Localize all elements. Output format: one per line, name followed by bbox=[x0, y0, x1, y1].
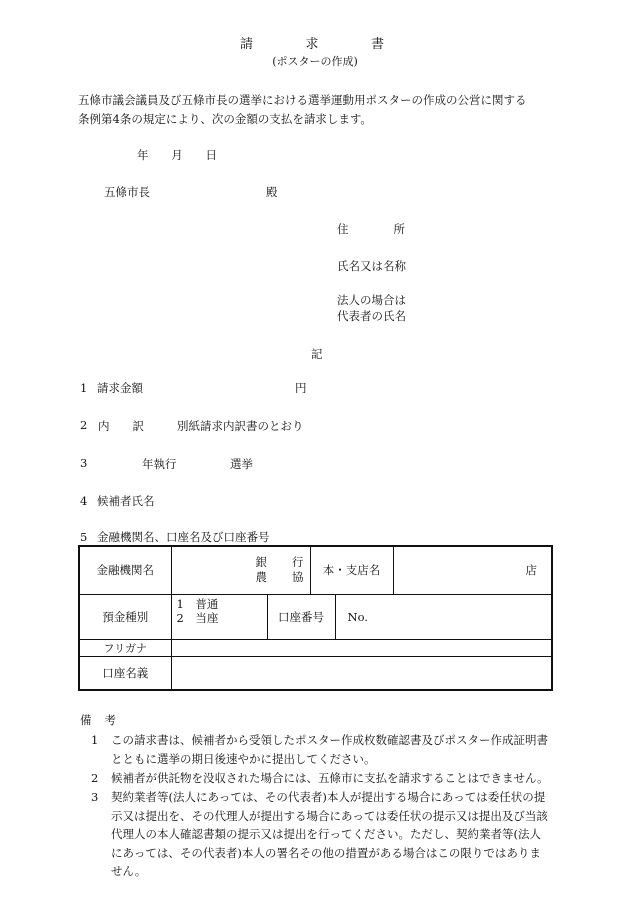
institution-type-cell[interactable] bbox=[171, 546, 310, 594]
account-number-label-cell: 口座番号 bbox=[267, 594, 335, 639]
date-day-label: 日 bbox=[205, 148, 217, 162]
item-number: 4 bbox=[80, 494, 88, 508]
item-number: 5 bbox=[80, 530, 88, 544]
kyokai-suffix: 農 協 bbox=[255, 570, 304, 585]
item-claim-amount bbox=[80, 380, 143, 396]
item-bank-info bbox=[80, 529, 270, 545]
furigana-value-cell[interactable] bbox=[171, 639, 552, 656]
document-subtitle: (ポスターの作成) bbox=[272, 55, 358, 68]
breakdown-char: 内 bbox=[98, 419, 110, 433]
note-number: 2 bbox=[91, 771, 99, 785]
branch-suffix: 店 bbox=[525, 563, 538, 578]
account-name-value-cell[interactable] bbox=[171, 656, 552, 690]
item-number: 3 bbox=[80, 456, 88, 470]
notes-char: 備 bbox=[80, 713, 92, 727]
note-text: この請求書は、候補者から受領したポスター作成枚数確認書及びポスター作成証明書とともに選挙の期日後速やかに提出してください。 bbox=[111, 733, 548, 766]
note-2 bbox=[91, 769, 551, 788]
date-year-label: 年 bbox=[137, 148, 149, 162]
note-number: 1 bbox=[91, 733, 99, 747]
title-char: 求 bbox=[305, 37, 319, 52]
item-breakdown-number bbox=[80, 418, 97, 432]
title-char: 請 bbox=[240, 37, 254, 52]
item-number: 2 bbox=[80, 418, 88, 432]
intro-line: 条例第4条の規定により、次の金額の支払を請求します。 bbox=[78, 112, 372, 126]
branch-label-cell: 本・支店名 bbox=[310, 546, 393, 594]
note-number: 3 bbox=[91, 790, 99, 804]
note-text: 契約業者等(法人にあっては、その代表者)本人が提出する場合にあっては委任状の提示又は提出を、その代理人が提出する場合にあっては委任状の提示又は提出及び当該代理人の本人確認書類の提示又は提出を行ってください。ただし、契約業者等(法人にあっては、その代表者)本人の署名その他の措置がある場合はこの限りではありません。 bbox=[111, 790, 548, 878]
institution-label-cell: 金融機関名 bbox=[79, 546, 171, 594]
deposit-type-options-cell[interactable] bbox=[171, 594, 267, 639]
deposit-option-current: 2 当座 bbox=[176, 610, 219, 625]
bank-account-table bbox=[78, 545, 553, 691]
addressee-honorific: 殿 bbox=[266, 185, 278, 199]
claimant-name-label: 氏名又は名称 bbox=[337, 259, 406, 273]
bank-suffix: 銀 行 bbox=[255, 555, 304, 570]
intro-line: 五條市議会議員及び五條市長の選挙における選挙運動用ポスターの作成の公営に関する bbox=[78, 93, 527, 107]
account-no-prefix: No. bbox=[347, 609, 368, 624]
document-title bbox=[240, 33, 384, 52]
address-char: 所 bbox=[393, 222, 405, 236]
note-3 bbox=[91, 788, 551, 881]
note-text: 候補者が供託物を没収された場合には、五條市に支払を請求することはできません。 bbox=[111, 771, 549, 785]
item-election-number bbox=[80, 456, 97, 470]
intro-paragraph bbox=[78, 91, 527, 129]
account-number-value-cell[interactable] bbox=[335, 594, 552, 639]
claimant-corp-label bbox=[337, 292, 406, 324]
addressee-mayor: 五條市長 bbox=[104, 185, 150, 199]
item-number: 1 bbox=[80, 381, 88, 395]
item-election-year-text: 年執行 bbox=[142, 457, 177, 471]
corp-line: 代表者の氏名 bbox=[337, 309, 406, 323]
account-name-label-cell: 口座名義 bbox=[79, 656, 171, 690]
furigana-label-cell: フリガナ bbox=[79, 639, 171, 656]
notes-char: 考 bbox=[104, 713, 116, 727]
branch-value-cell[interactable] bbox=[393, 546, 552, 594]
deposit-type-label-cell: 預金種別 bbox=[79, 594, 171, 639]
yen-unit: 円 bbox=[295, 381, 307, 395]
deposit-option-ordinary: 1 普通 bbox=[176, 596, 219, 611]
item-breakdown-text: 別紙請求内訳書のとおり bbox=[177, 419, 304, 433]
item-label: 金融機関名、口座名及び口座番号 bbox=[97, 530, 270, 544]
title-char: 書 bbox=[370, 37, 384, 52]
item-candidate-name bbox=[80, 493, 155, 509]
corp-line: 法人の場合は bbox=[337, 293, 406, 307]
breakdown-char: 訳 bbox=[132, 419, 144, 433]
ki-heading: 記 bbox=[311, 347, 323, 361]
notes-heading bbox=[80, 712, 116, 728]
address-char: 住 bbox=[337, 222, 349, 236]
claimant-address-label bbox=[337, 221, 405, 237]
item-election-name-text: 選挙 bbox=[230, 457, 253, 471]
note-1 bbox=[91, 731, 551, 768]
item-label: 請求金額 bbox=[97, 381, 143, 395]
item-label: 候補者氏名 bbox=[97, 494, 155, 508]
date-month-label: 月 bbox=[171, 148, 183, 162]
item-breakdown-label bbox=[98, 418, 144, 434]
date-line bbox=[137, 147, 217, 163]
